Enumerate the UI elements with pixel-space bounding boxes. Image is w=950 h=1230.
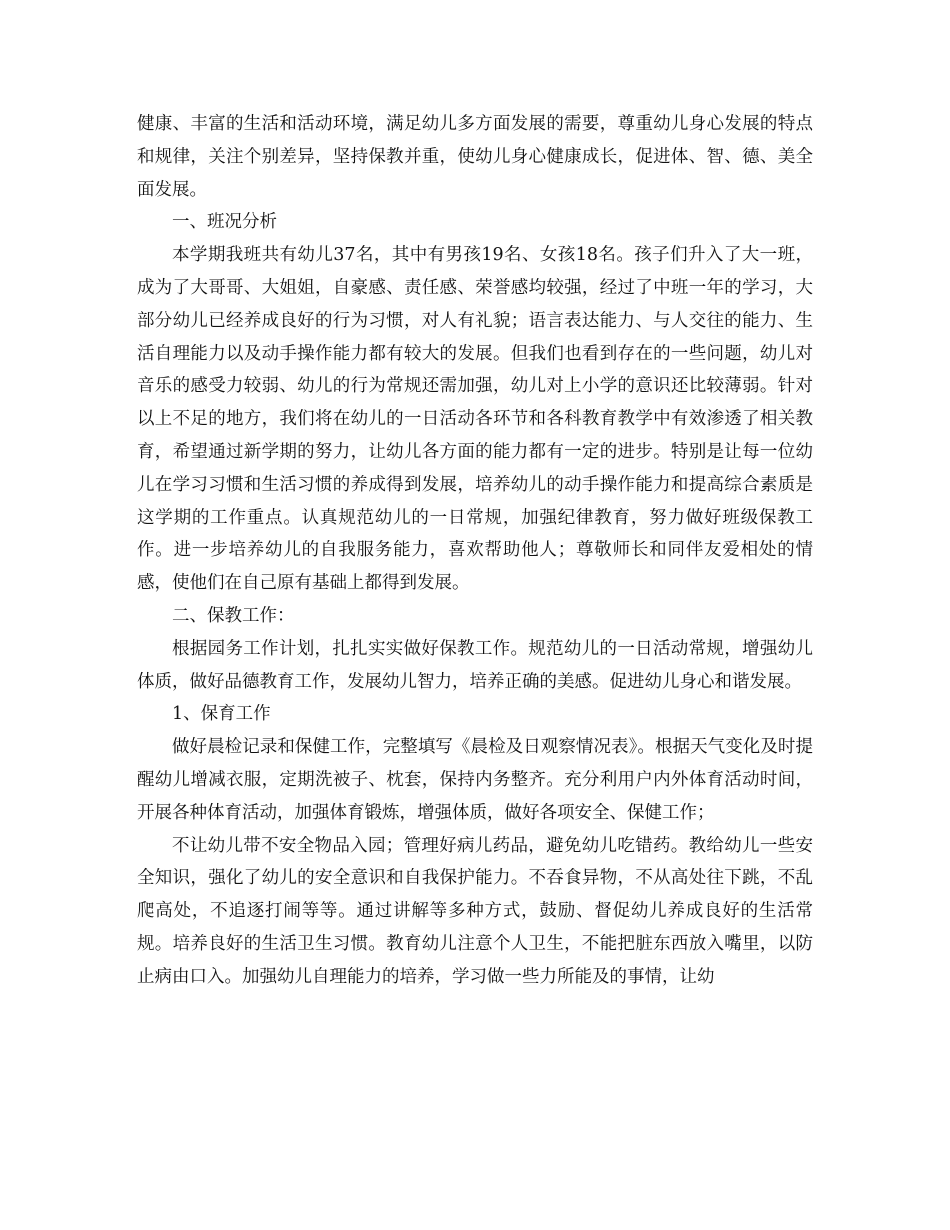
heading-class-analysis: 一、班况分析 [172, 212, 277, 233]
paragraph-intro-continued: 健康、丰富的生活和活动环境，满足幼儿多方面发展的需要，尊重幼儿身心发展的特点和规律，关注个别差异，坚持保教并重，使幼儿身心健康成长，促进体、智、德、美全面发展。 [137, 114, 813, 200]
paragraph-safety: 不让幼儿带不安全物品入园；管理好病儿药品，避免幼儿吃错药。教给幼儿一些安全知识，强化了幼儿的安全意识和自我保护能力。不吞食异物，不从高处往下跳，不乱爬高处，不追逐打闹等等。通过讲解等多种方式，鼓励、督促幼儿养成良好的生活常规。培养良好的生活卫生习惯。教育幼儿注意个人卫生，不能把脏东西放入嘴里，以防止病由口入。加强幼儿自理能力的培养，学习做一些力所能及的事情，让幼 [137, 835, 813, 987]
paragraph-morning-check: 做好晨检记录和保健工作，完整填写《晨检及日观察情况表》。根据天气变化及时提醒幼儿增减衣服，定期洗被子、枕套，保持内务整齐。充分利用户内外体育活动时间，开展各种体育活动，加强体育锻炼，增强体质，做好各项安全、保健工作； [137, 737, 813, 823]
heading-childcare-work: 1、保育工作 [172, 704, 271, 725]
document-page [137, 108, 813, 994]
heading-care-education-work: 二、保教工作： [172, 605, 295, 626]
paragraph-class-analysis: 本学期我班共有幼儿37名，其中有男孩19名、女孩18名。孩子们升入了大一班，成为了大哥哥、大姐姐，自豪感、责任感、荣誉感均较强，经过了中班一年的学习，大部分幼儿已经养成良好的行为习惯，对人有礼貌；语言表达能力、与人交往的能力、生活自理能力以及动手操作能力都有较大的发展。但我们也看到存在的一些问题，幼儿对音乐的感受力较弱、幼儿的行为常规还需加强，幼儿对上小学的意识还比较薄弱。针对以上不足的地方，我们将在幼儿的一日活动各环节和各科教育教学中有效渗透了相关教育，希望通过新学期的努力，让幼儿各方面的能力都有一定的进步。特别是让每一位幼儿在学习习惯和生活习惯的养成得到发展，培养幼儿的动手操作能力和提高综合素质是这学期的工作重点。认真规范幼儿的一日常规，加强纪律教育，努力做好班级保教工作。进一步培养幼儿的自我服务能力，喜欢帮助他人；尊敬师长和同伴友爱相处的情感，使他们在自己原有基础上都得到发展。 [137, 245, 813, 594]
paragraph-care-education-work: 根据园务工作计划，扎扎实实做好保教工作。规范幼儿的一日活动常规，增强幼儿体质，做好品德教育工作，发展幼儿智力，培养正确的美感。促进幼儿身心和谐发展。 [137, 638, 813, 692]
